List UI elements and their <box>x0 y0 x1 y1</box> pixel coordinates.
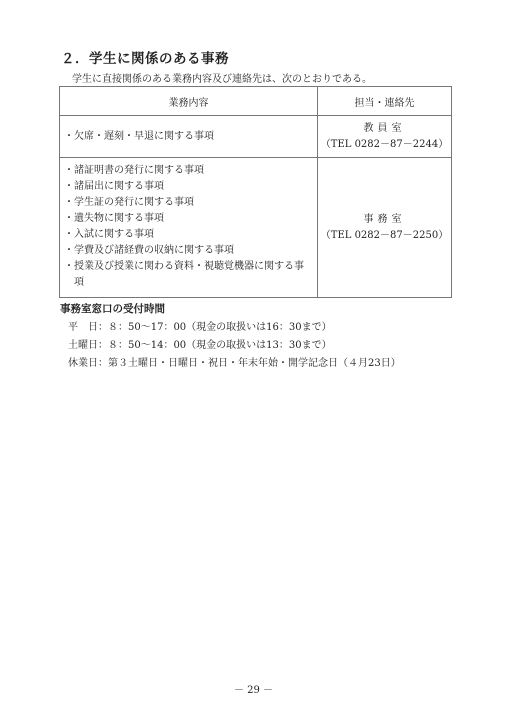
header-contact: 担当・連絡先 <box>318 87 452 116</box>
contact-name: 事務室 <box>363 214 406 225</box>
task-cell <box>60 116 318 158</box>
office-hours-heading: 事務室窓口の受付時間 <box>60 303 165 315</box>
header-tasks: 業務内容 <box>60 87 318 116</box>
contact-cell <box>318 158 452 298</box>
office-hours-row: 平 日：８：50～17：00（現金の取扱いは16：30まで） <box>68 322 332 333</box>
task-item: ・学費及び諸経費の収納に関する事項 <box>64 245 234 256</box>
task-item: ・授業及び授業に関わる資料・視聴覚機器に関する事項 <box>64 261 304 288</box>
contact-name: 教員室 <box>363 123 406 134</box>
contact-tel: （TEL 0282－87－2244） <box>320 139 449 150</box>
office-hours-row: 休業日：第３土曜日・日曜日・祝日・年末年始・開学記念日（４月23日） <box>68 358 401 369</box>
duties-table <box>59 86 452 298</box>
table-row <box>60 116 452 158</box>
office-hours-row: 土曜日：８：50～14：00（現金の取扱いは13：30まで） <box>68 340 332 351</box>
contact-cell <box>318 116 452 158</box>
task-item: ・欠席・遅刻・早退に関する事項 <box>64 130 214 142</box>
section-heading: ２．学生に関係のある事務 <box>61 51 229 67</box>
office-hours-list <box>68 319 401 373</box>
task-item: ・学生証の発行に関する事項 <box>64 197 194 208</box>
task-item: ・諸証明書の発行に関する事項 <box>64 165 204 176</box>
contact-tel: （TEL 0282－87－2250） <box>320 230 449 241</box>
page-number: － 29 － <box>233 685 274 696</box>
task-item: ・諸届出に関する事項 <box>64 181 164 192</box>
task-item: ・入試に関する事項 <box>64 229 154 240</box>
section-intro: 学生に直接関係のある業務内容及び連絡先は、次のとおりである。 <box>72 74 372 85</box>
task-item: ・遺失物に関する事項 <box>64 213 164 224</box>
table-header-row <box>60 87 452 116</box>
table-row <box>60 158 452 298</box>
task-cell <box>60 158 318 298</box>
